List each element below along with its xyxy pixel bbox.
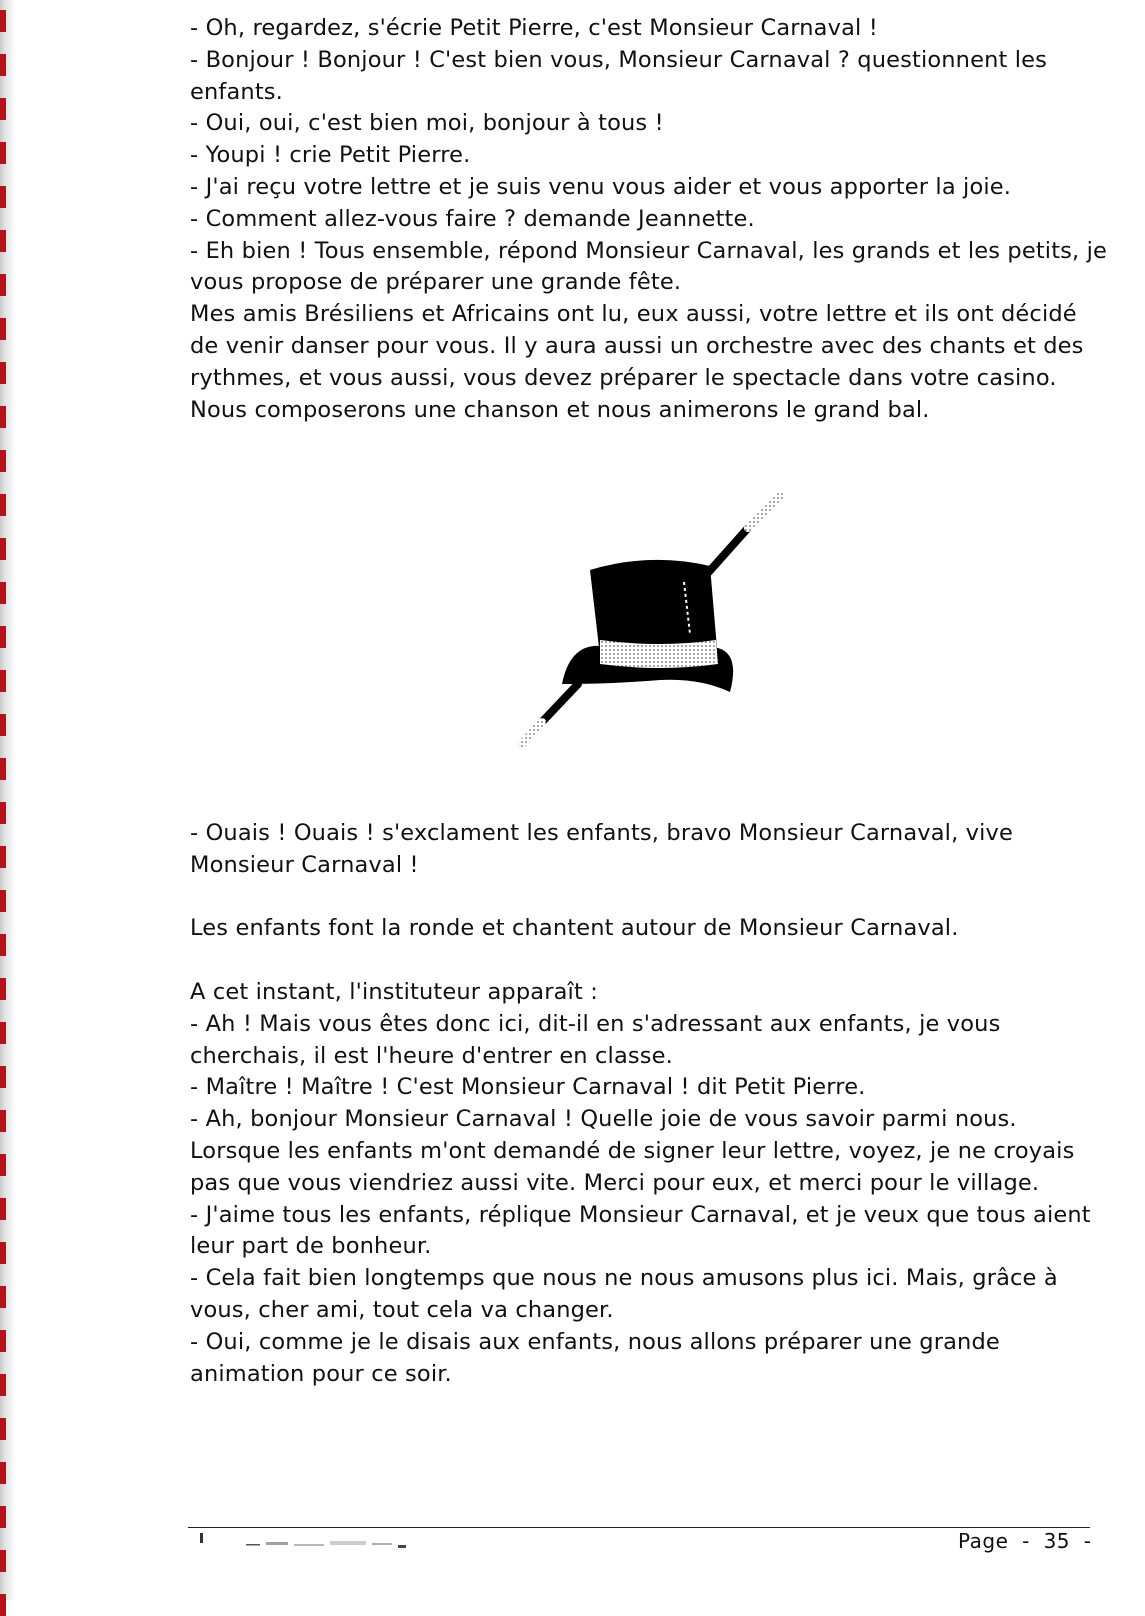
binding-tick	[0, 142, 6, 164]
binding-tick	[0, 1550, 6, 1572]
binding-tick	[0, 890, 6, 912]
binding-tick	[0, 1462, 6, 1484]
binding-tick	[0, 54, 6, 76]
footer-rule	[188, 1527, 1090, 1528]
binding-tick	[0, 626, 6, 648]
footer-smudge	[246, 1538, 411, 1552]
dialogue-line: - Oh, regardez, s'écrie Petit Pierre, c'est Monsieur Carnaval !	[190, 15, 878, 41]
dialogue-line: - Ah, bonjour Monsieur Carnaval ! Quelle joie de vous savoir parmi nous. Lorsque les enfants m'ont demandé de signer leur lettre, voyez, je ne croyais pas que vous viendriez aussi vite. Merci pour eux, et merci pour le village.	[190, 1106, 1075, 1196]
dialogue-line: - Ouais ! Ouais ! s'exclament les enfants, bravo Monsieur Carnaval, vive Monsieur Carnaval !	[190, 820, 1014, 878]
binding-tick	[0, 1022, 6, 1044]
binding-tick	[0, 450, 6, 472]
dialogue-line: - Eh bien ! Tous ensemble, répond Monsieur Carnaval, les grands et les petits, je vous propose de préparer une grande fête.	[190, 237, 1108, 296]
binding-tick	[0, 186, 6, 208]
dialogue-line: - Maître ! Maître ! C'est Monsieur Carnaval ! dit Petit Pierre.	[190, 1074, 866, 1101]
binding-tick	[0, 1198, 6, 1220]
binding-tick	[0, 670, 6, 692]
binding-edge	[0, 0, 14, 1600]
paragraph-gap	[190, 882, 1110, 914]
dialogue-line: - J'ai reçu votre lettre et je suis venu vous aider et vous apporter la joie.	[190, 173, 1012, 200]
dialogue-line: - Comment allez-vous faire ? demande Jeannette.	[190, 205, 755, 232]
binding-tick	[0, 934, 6, 956]
binding-tick	[0, 274, 6, 296]
binding-tick	[0, 318, 6, 340]
dialogue-line: - Cela fait bien longtemps que nous ne nous amusons plus ici. Mais, grâce à vous, cher ami, tout cela va changer.	[190, 1265, 1058, 1323]
narrative-paragraph: Mes amis Brésiliens et Africains ont lu, eux aussi, votre lettre et ils ont décidé de venir danser pour vous. Il y aura aussi un orchestre avec des chants et des rythmes, et vous aussi, vous devez préparer le spectacle dans votre casino. Nous composerons une chanson et nous animerons le grand bal.	[190, 301, 1084, 423]
binding-tick	[0, 802, 6, 824]
binding-tick	[0, 582, 6, 604]
dialogue-line: - Oui, oui, c'est bien moi, bonjour à tous !	[190, 110, 664, 137]
dialogue-line: - Oui, comme je le disais aux enfants, nous allons préparer une grande animation pour ce soir.	[190, 1328, 1000, 1387]
binding-tick	[0, 406, 6, 428]
dialogue-section-2	[190, 818, 1110, 1390]
top-hat-and-cane-icon	[500, 488, 800, 758]
footer-mark	[200, 1533, 203, 1543]
binding-tick	[0, 1330, 6, 1352]
binding-tick	[0, 494, 6, 516]
binding-tick	[0, 362, 6, 384]
binding-tick	[0, 1374, 6, 1396]
dialogue-line: - Bonjour ! Bonjour ! C'est bien vous, Monsieur Carnaval ? questionnent les enfants.	[190, 46, 1048, 105]
binding-tick	[0, 98, 6, 120]
paragraph-gap	[190, 945, 1110, 977]
binding-tick	[0, 714, 6, 736]
binding-tick	[0, 1242, 6, 1264]
page-number: Page - 35 -	[958, 1529, 1092, 1553]
dialogue-line: - Youpi ! crie Petit Pierre.	[190, 142, 471, 169]
binding-tick	[0, 1066, 6, 1088]
narrative-paragraph: Les enfants font la ronde et chantent autour de Monsieur Carnaval.	[190, 915, 959, 942]
dialogue-line: - Ah ! Mais vous êtes donc ici, dit-il en s'adressant aux enfants, je vous cherchais, il est l'heure d'entrer en classe.	[190, 1010, 1001, 1069]
binding-tick	[0, 10, 6, 32]
binding-tick	[0, 1506, 6, 1528]
binding-tick	[0, 1110, 6, 1132]
binding-tick	[0, 1418, 6, 1440]
dialogue-line: - J'aime tous les enfants, réplique Monsieur Carnaval, et je veux que tous aient leur part de bonheur.	[190, 1201, 1091, 1260]
binding-tick	[0, 538, 6, 560]
binding-tick	[0, 758, 6, 780]
binding-tick	[0, 1594, 6, 1616]
binding-tick	[0, 846, 6, 868]
dialogue-section-1	[190, 13, 1110, 426]
binding-tick	[0, 978, 6, 1000]
binding-tick	[0, 1286, 6, 1308]
binding-tick	[0, 1154, 6, 1176]
narrative-paragraph: A cet instant, l'instituteur apparaît :	[190, 978, 598, 1005]
binding-tick	[0, 230, 6, 252]
